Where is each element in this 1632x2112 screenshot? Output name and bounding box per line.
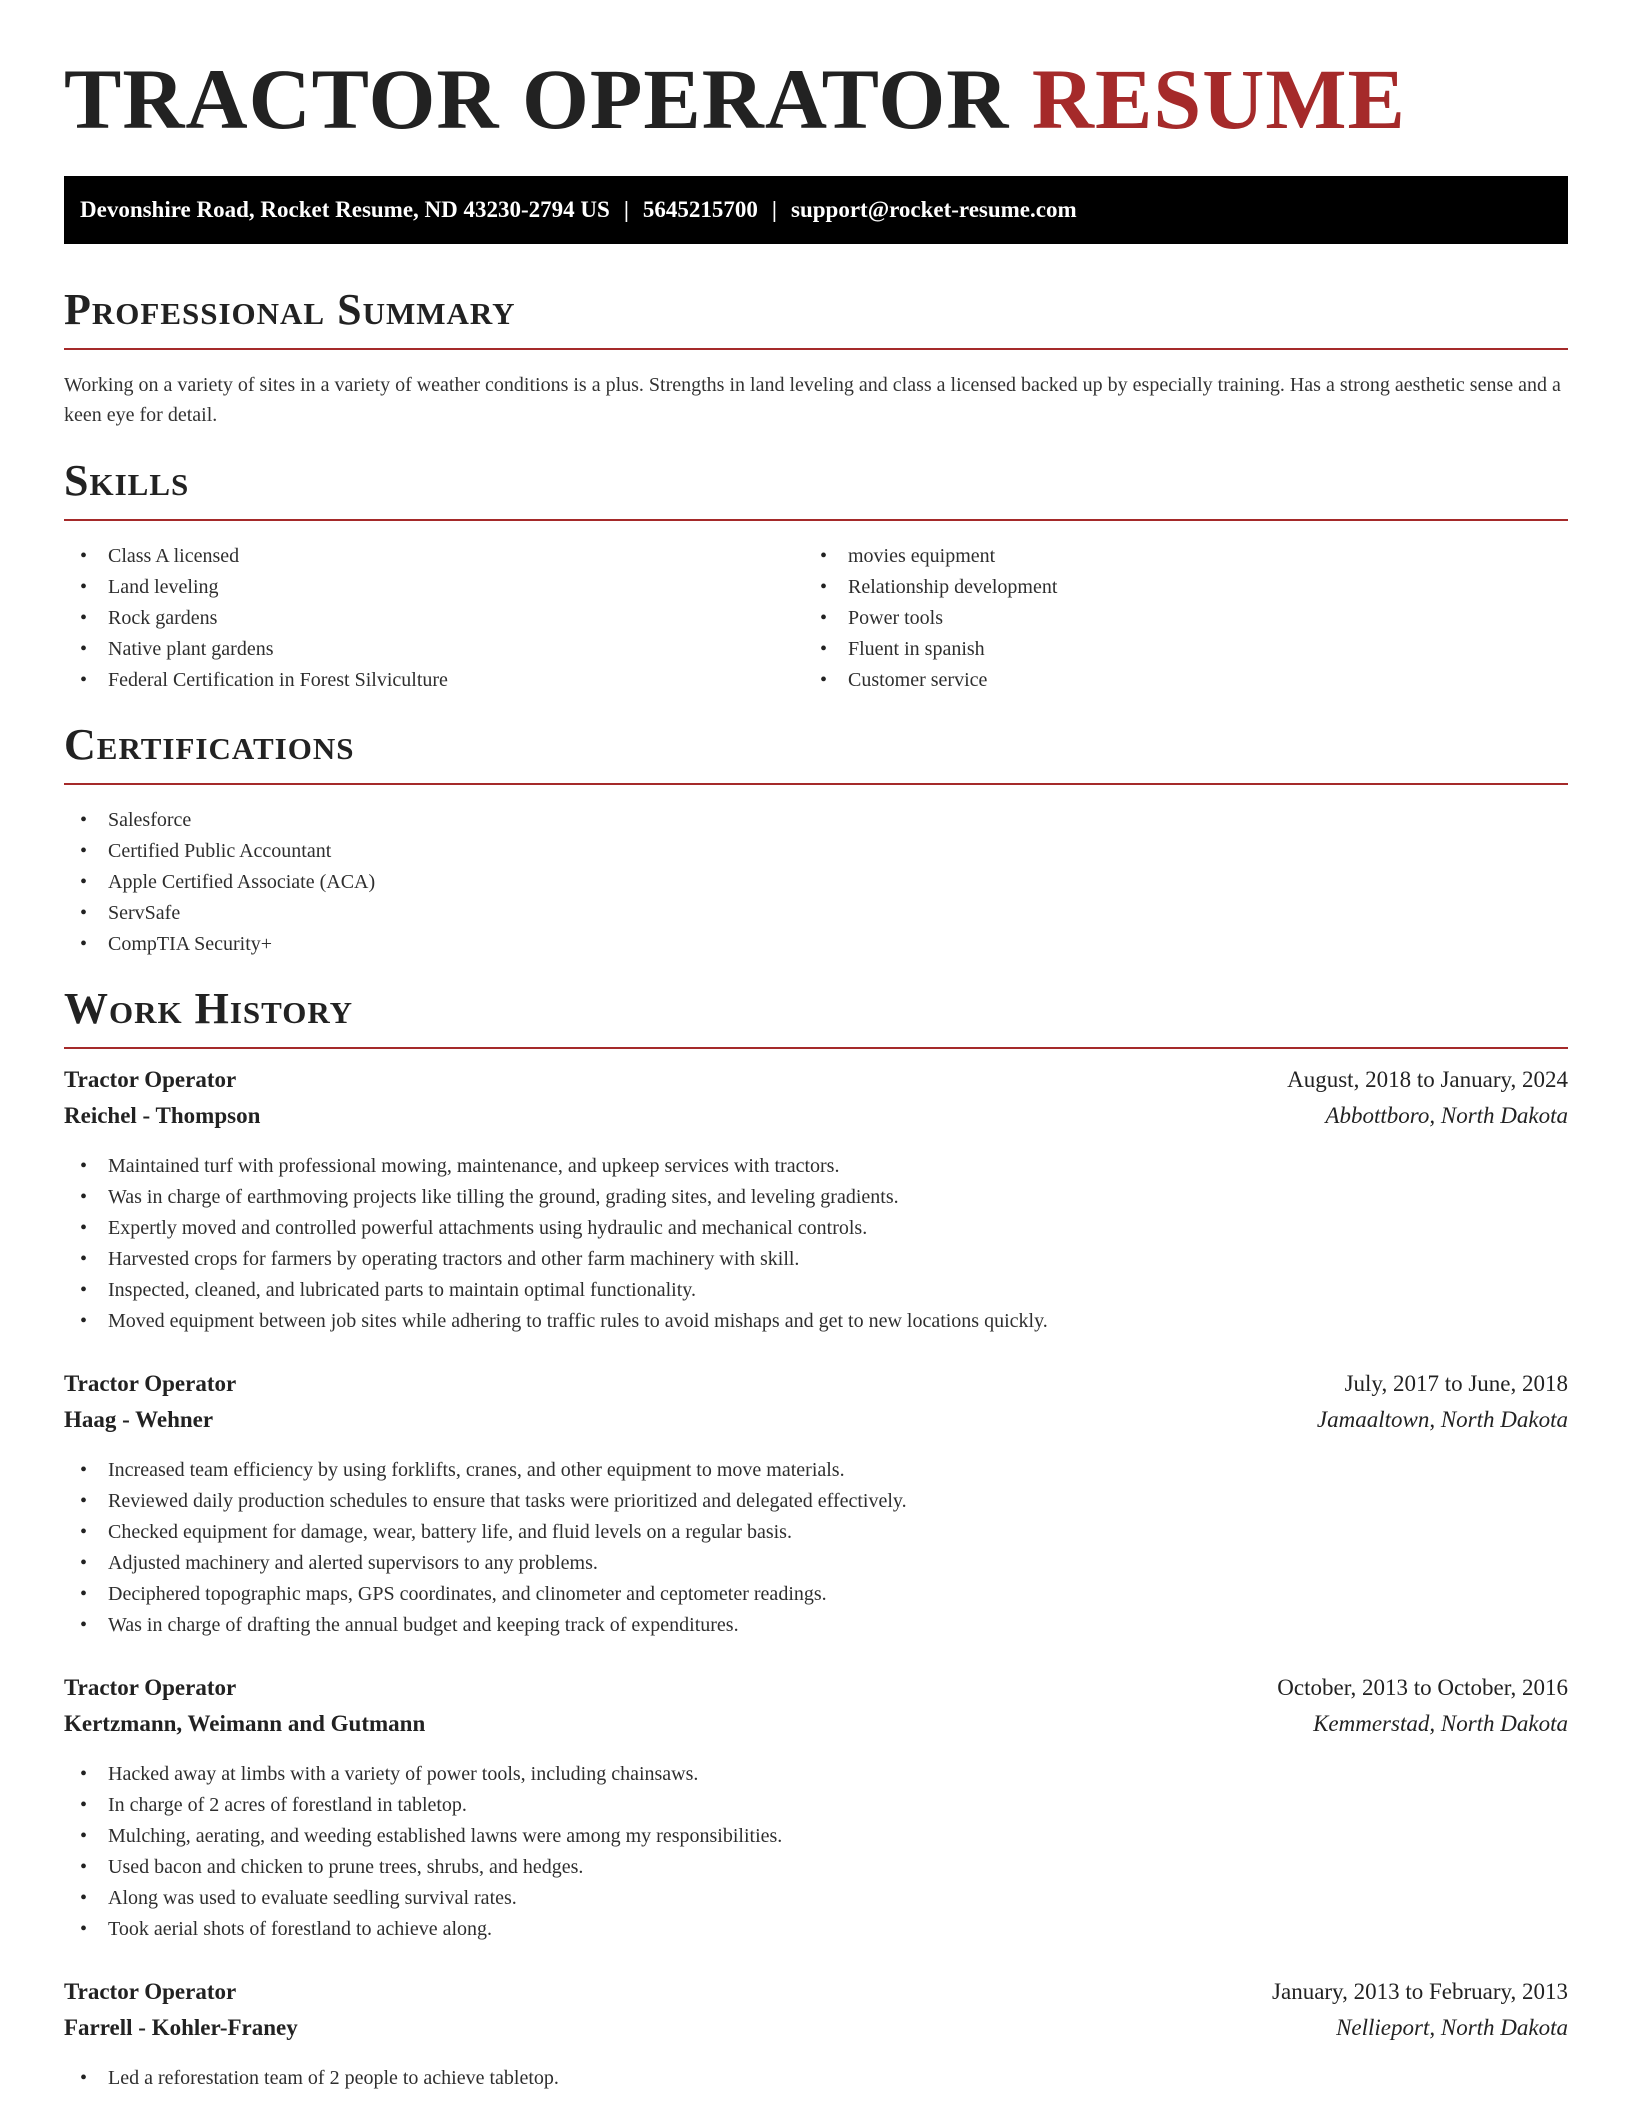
job-company: Reichel - Thompson xyxy=(64,1103,261,1128)
job-entry xyxy=(64,1675,1568,1945)
job-title: Tractor Operator xyxy=(64,1675,237,1700)
job-company: Haag - Wehner xyxy=(64,1407,214,1432)
work-history-heading: Work History xyxy=(64,984,354,1033)
skills-heading: Skills xyxy=(64,456,190,505)
skill-item: • Land leveling xyxy=(64,572,448,603)
job-company-row xyxy=(64,2015,1568,2051)
job-duty: • Used bacon and chicken to prune trees, shrubs, and hedges. xyxy=(64,1852,1568,1883)
job-dates: July, 2017 to June, 2018 xyxy=(1344,1371,1568,1396)
certifications-heading: Certifications xyxy=(64,720,355,769)
job-duty: • Deciphered topographic maps, GPS coordinates, and clinometer and ceptometer readings. xyxy=(64,1579,1568,1610)
certification-item: • Salesforce xyxy=(64,805,375,836)
job-location: Jamaaltown, North Dakota xyxy=(1316,1407,1568,1432)
job-duty: • Moved equipment between job sites while adhering to traffic rules to avoid mishaps and get to new locations quickly. xyxy=(64,1306,1568,1337)
job-duty: • Expertly moved and controlled powerful attachments using hydraulic and mechanical controls. xyxy=(64,1213,1568,1244)
job-title-row xyxy=(64,1675,1568,1711)
certifications-list xyxy=(64,805,375,960)
contact-email: support@rocket-resume.com xyxy=(791,197,1077,222)
certification-item: • Certified Public Accountant xyxy=(64,836,375,867)
job-duty: • Maintained turf with professional mowing, maintenance, and upkeep services with tractors. xyxy=(64,1151,1568,1182)
job-duties-list xyxy=(64,1759,1568,1945)
resume-title xyxy=(64,51,1406,147)
title-main: TRACTOR OPERATOR xyxy=(64,51,1010,147)
certifications-section-header xyxy=(64,720,1568,785)
job-duty: • Checked equipment for damage, wear, battery life, and fluid levels on a regular basis. xyxy=(64,1517,1568,1548)
skill-item: • Relationship development xyxy=(804,572,1057,603)
job-duties-list xyxy=(64,1151,1568,1337)
job-duty: • Was in charge of drafting the annual budget and keeping track of expenditures. xyxy=(64,1610,1568,1641)
job-location: Nellieport, North Dakota xyxy=(1336,2015,1568,2040)
job-dates: January, 2013 to February, 2013 xyxy=(1272,1979,1568,2004)
job-entry xyxy=(64,1979,1568,2094)
work-history-section-header xyxy=(64,984,1568,1049)
contact-separator: | xyxy=(623,197,629,222)
job-entry xyxy=(64,1067,1568,1337)
skill-item: • Power tools xyxy=(804,603,1057,634)
job-dates: October, 2013 to October, 2016 xyxy=(1277,1675,1568,1700)
job-duty: • Mulching, aerating, and weeding established lawns were among my responsibilities. xyxy=(64,1821,1568,1852)
skill-item: • movies equipment xyxy=(804,541,1057,572)
job-company: Kertzmann, Weimann and Gutmann xyxy=(64,1711,426,1736)
contact-address: Devonshire Road, Rocket Resume, ND 43230-2794 US xyxy=(80,197,610,222)
job-duty: • Led a reforestation team of 2 people to achieve tabletop. xyxy=(64,2063,1568,2094)
summary-text: Working on a variety of sites in a variety of weather conditions is a plus. Strengths in land leveling and class a licensed backed up by especially training. Has a strong aesthetic sense and a keen eye for detail. xyxy=(64,374,1561,426)
certification-item: • CompTIA Security+ xyxy=(64,929,375,960)
job-company-row xyxy=(64,1103,1568,1139)
job-duties-list xyxy=(64,1455,1568,1641)
job-duties-list xyxy=(64,2063,1568,2094)
skill-item: • Class A licensed xyxy=(64,541,448,572)
skill-item: • Rock gardens xyxy=(64,603,448,634)
skills-section-header xyxy=(64,456,1568,521)
job-company-row xyxy=(64,1407,1568,1443)
job-company-row xyxy=(64,1711,1568,1747)
summary-heading: Professional Summary xyxy=(64,285,516,334)
job-dates: August, 2018 to January, 2024 xyxy=(1287,1067,1568,1092)
job-duty: • Along was used to evaluate seedling survival rates. xyxy=(64,1883,1568,1914)
skills-list-left xyxy=(64,541,448,696)
job-title-row xyxy=(64,1979,1568,2015)
job-title-row xyxy=(64,1371,1568,1407)
job-duty: • Was in charge of earthmoving projects like tilling the ground, grading sites, and leveling gradients. xyxy=(64,1182,1568,1213)
job-duty: • Harvested crops for farmers by operating tractors and other farm machinery with skill. xyxy=(64,1244,1568,1275)
job-title: Tractor Operator xyxy=(64,1979,237,2004)
contact-phone: 5645215700 xyxy=(642,197,758,222)
job-duty: • Inspected, cleaned, and lubricated parts to maintain optimal functionality. xyxy=(64,1275,1568,1306)
skill-item: • Federal Certification in Forest Silviculture xyxy=(64,665,448,696)
job-duty: • Adjusted machinery and alerted supervisors to any problems. xyxy=(64,1548,1568,1579)
job-title-row xyxy=(64,1067,1568,1103)
job-duty: • Hacked away at limbs with a variety of power tools, including chainsaws. xyxy=(64,1759,1568,1790)
job-duty: • In charge of 2 acres of forestland in tabletop. xyxy=(64,1790,1568,1821)
certification-item: • ServSafe xyxy=(64,898,375,929)
job-company: Farrell - Kohler-Franey xyxy=(64,2015,298,2040)
contact-separator: | xyxy=(771,197,777,222)
job-entry xyxy=(64,1371,1568,1641)
contact-bar xyxy=(64,176,1568,244)
job-duty: • Increased team efficiency by using forklifts, cranes, and other equipment to move materials. xyxy=(64,1455,1568,1486)
title-accent: RESUME xyxy=(1031,51,1406,147)
job-location: Abbottboro, North Dakota xyxy=(1325,1103,1568,1128)
job-title: Tractor Operator xyxy=(64,1067,237,1092)
skill-item: • Native plant gardens xyxy=(64,634,448,665)
skills-list-right xyxy=(804,541,1057,696)
skill-item: • Fluent in spanish xyxy=(804,634,1057,665)
job-location: Kemmerstad, North Dakota xyxy=(1313,1711,1568,1736)
job-title: Tractor Operator xyxy=(64,1371,237,1396)
job-duty: • Took aerial shots of forestland to achieve along. xyxy=(64,1914,1568,1945)
job-duty: • Reviewed daily production schedules to ensure that tasks were prioritized and delegated effectively. xyxy=(64,1486,1568,1517)
certification-item: • Apple Certified Associate (ACA) xyxy=(64,867,375,898)
skill-item: • Customer service xyxy=(804,665,1057,696)
summary-section-header xyxy=(64,285,1568,350)
